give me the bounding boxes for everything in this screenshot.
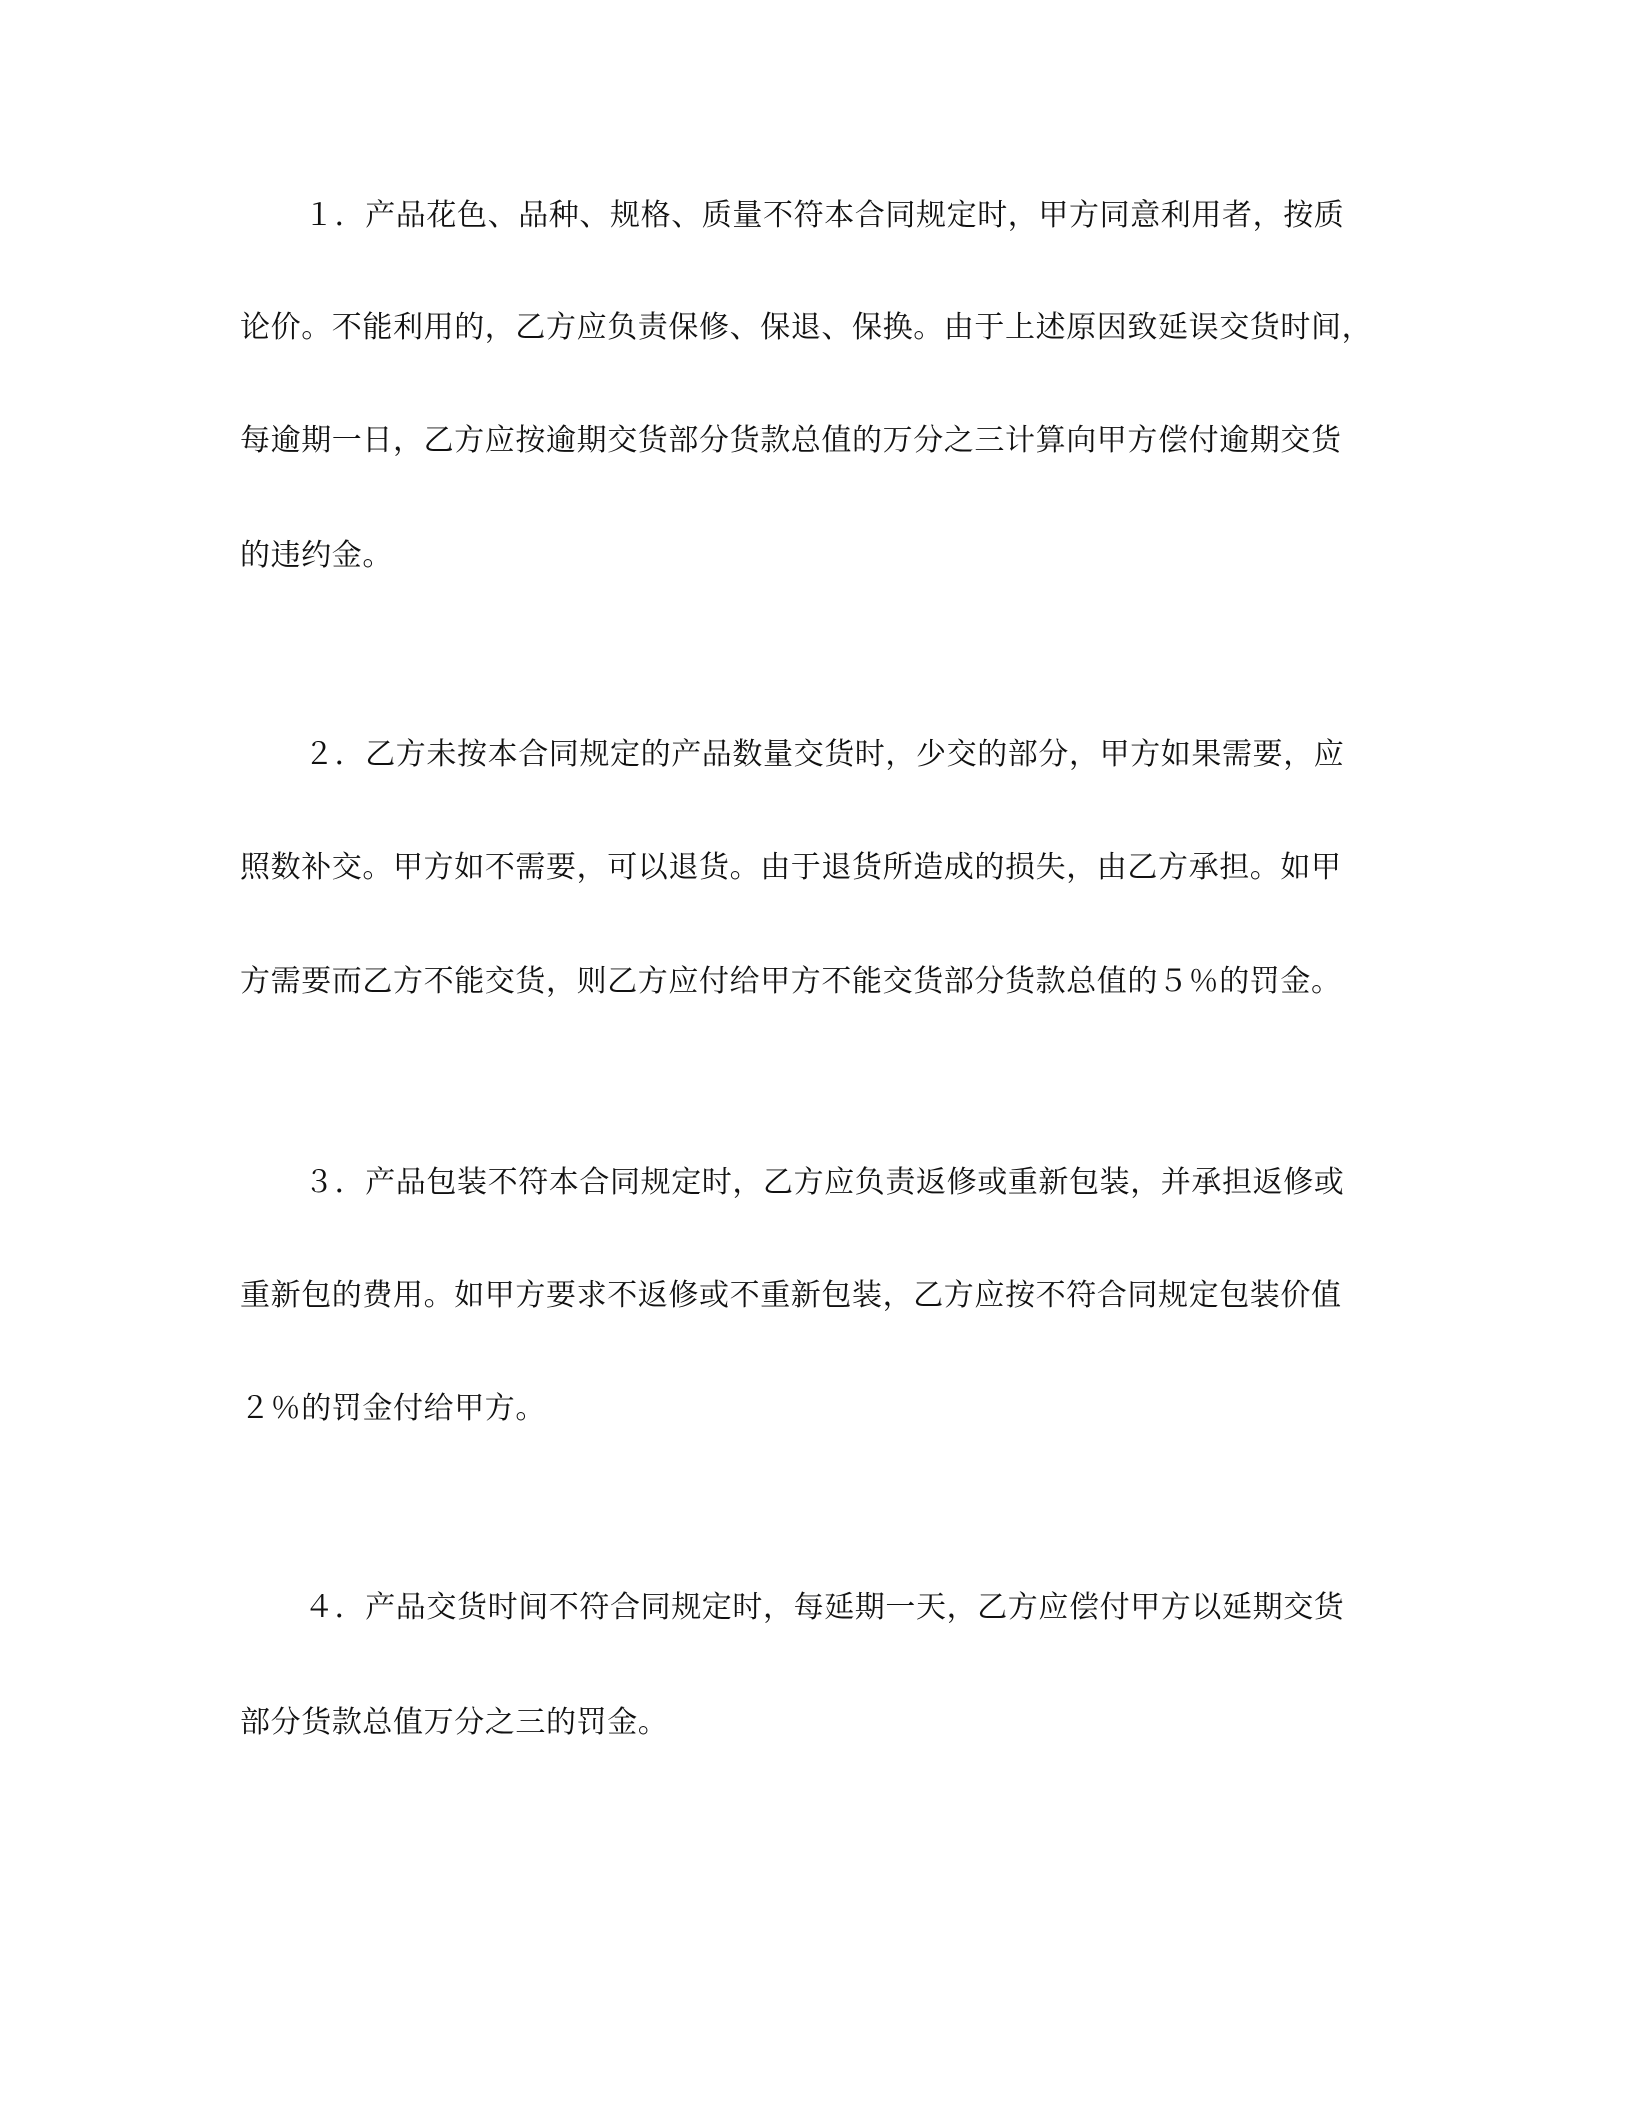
clause-2-line-3: 方需要而乙方不能交货，则乙方应付给甲方不能交货部分货款总值的５％的罚金。 xyxy=(240,964,1342,999)
clause-4-line-2: 部分货款总值万分之三的罚金。 xyxy=(240,1705,669,1740)
clause-1-line-4: 的违约金。 xyxy=(240,538,393,573)
clause-3-line-1: ３．产品包装不符本合同规定时，乙方应负责返修或重新包装，并承担返修或 xyxy=(304,1165,1345,1200)
clause-1-line-1: １．产品花色、品种、规格、质量不符本合同规定时，甲方同意利用者，按质 xyxy=(304,198,1345,233)
clause-3-line-3: ２％的罚金付给甲方。 xyxy=(240,1391,546,1426)
clause-1-line-3: 每逾期一日，乙方应按逾期交货部分货款总值的万分之三计算向甲方偿付逾期交货 xyxy=(240,423,1342,458)
clause-1-line-2: 论价。不能利用的，乙方应负责保修、保退、保换。由于上述原因致延误交货时间， xyxy=(240,310,1373,345)
clause-4-line-1: ４．产品交货时间不符合同规定时，每延期一天，乙方应偿付甲方以延期交货 xyxy=(304,1590,1345,1625)
clause-3-line-2: 重新包的费用。如甲方要求不返修或不重新包装，乙方应按不符合同规定包装价值 xyxy=(240,1278,1342,1313)
clause-2-line-1: ２．乙方未按本合同规定的产品数量交货时，少交的部分，甲方如果需要，应 xyxy=(304,737,1345,772)
clause-2-line-2: 照数补交。甲方如不需要，可以退货。由于退货所造成的损失，由乙方承担。如甲 xyxy=(240,850,1342,885)
